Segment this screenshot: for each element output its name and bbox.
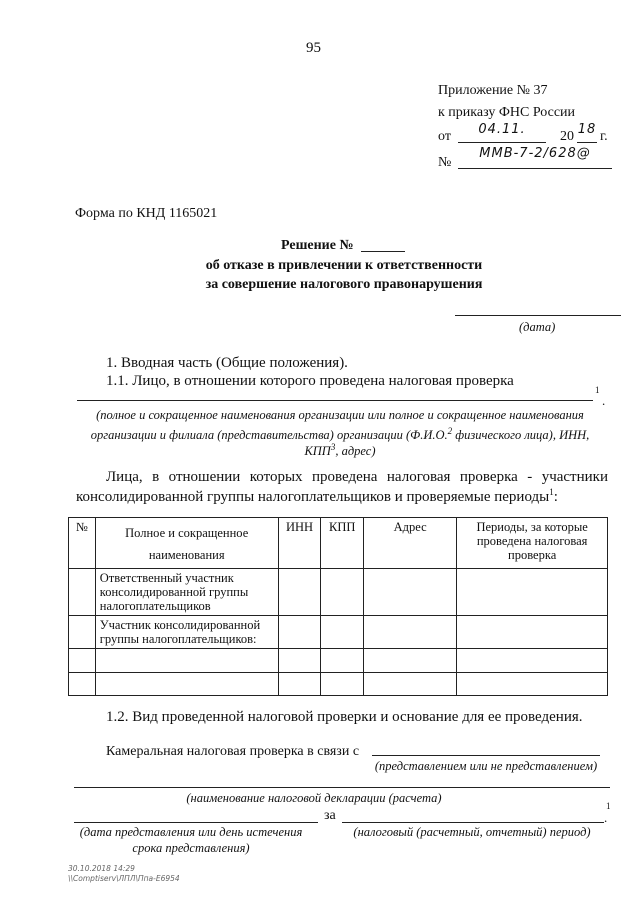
- entity-line: [77, 394, 593, 401]
- appendix-year-suffix: г.: [600, 129, 608, 144]
- table-cell: [69, 569, 96, 616]
- table-row: [69, 673, 608, 696]
- entity-caption-1: (полное и сокращенное наименования организации или полное и сокращенное наименования: [96, 408, 584, 422]
- appendix-line2: к приказу ФНС России: [438, 105, 576, 120]
- submission-date-line: [74, 809, 318, 823]
- desk-check-label: Камеральная налоговая проверка в связи с: [106, 744, 360, 759]
- section1-sub: 1.1. Лицо, в отношении которого проведена налоговая проверка: [106, 373, 514, 389]
- table-row: [69, 649, 608, 673]
- table-cell: Участник консолидированной группы налогоплательщиков:: [95, 616, 278, 649]
- table-cell: [457, 649, 608, 673]
- appendix-date-handwritten: 04.11.: [458, 122, 546, 143]
- table-cell: [321, 569, 364, 616]
- participants-para-2: консолидированной группы налогоплательщиков и проверяемые периоды$^1$:: [76, 487, 558, 505]
- za-label: за: [324, 808, 336, 823]
- table-cell: [364, 673, 457, 696]
- appendix-num-label: №: [438, 155, 452, 170]
- table-row: [69, 569, 608, 616]
- table-header-cell: КПП: [321, 518, 364, 569]
- table-cell: [69, 649, 96, 673]
- declaration-caption: (наименование налоговой декларации (расчета): [186, 791, 442, 805]
- table-cell: [278, 569, 321, 616]
- decision-subtitle-1: об отказе в привлечении к ответственности: [205, 258, 483, 273]
- period-line-end: .: [604, 810, 608, 825]
- table-cell: [95, 649, 278, 673]
- table-row: [69, 616, 608, 649]
- table-header-cell: Полное и сокращенное наименования: [95, 518, 278, 569]
- decision-title: Решение №: [281, 238, 354, 253]
- table-cell: [321, 673, 364, 696]
- declaration-line: [74, 786, 610, 788]
- date-submission-caption-2: срока представления): [132, 841, 250, 855]
- table-cell: [95, 673, 278, 696]
- table-cell: [278, 616, 321, 649]
- footnote-mark: 1: [595, 385, 600, 395]
- entity-caption-3: КПП$^3$, адрес): [304, 442, 376, 459]
- decision-number-blank: [361, 235, 405, 252]
- table-cell: [321, 649, 364, 673]
- appendix-line1: Приложение № 37: [438, 83, 548, 98]
- table-header-cell: ИНН: [278, 518, 321, 569]
- footer-stamp-2: \\Comptiserv\ЛПЛ\Ппа-Е6954: [68, 874, 180, 883]
- entity-caption-2: организации и филиала (представительства) организации (Ф.И.О.$^2$ физического лица), ИНН,: [90, 426, 590, 443]
- period-line: [342, 809, 604, 823]
- appendix-date-label: от: [438, 129, 451, 144]
- period-caption: (налоговый (расчетный, отчетный) период): [353, 825, 591, 839]
- table-cell: [457, 569, 608, 616]
- appendix-year-prefix: 20: [560, 129, 574, 144]
- footer-stamp-1: 30.10.2018 14:29: [68, 864, 135, 873]
- form-code: Форма по КНД 1165021: [75, 206, 218, 221]
- appendix-year-handwritten: 18: [577, 122, 597, 143]
- table-cell: [278, 673, 321, 696]
- footnote-mark-2: 1: [606, 801, 611, 811]
- date-caption: (дата): [519, 320, 556, 334]
- table-cell: Ответственный участник консолидированной группы налогоплательщиков: [95, 569, 278, 616]
- desk-check-line: [372, 741, 600, 756]
- presentation-caption: (представлением или не представлением): [374, 759, 598, 773]
- table-header-cell: Адрес: [364, 518, 457, 569]
- participants-table: [68, 517, 608, 696]
- table-cell: [364, 616, 457, 649]
- table-cell: [321, 616, 364, 649]
- participants-para-1: Лица, в отношении которых проведена налоговая проверка - участники: [106, 469, 608, 485]
- page-number: 95: [306, 40, 321, 56]
- table-cell: [364, 569, 457, 616]
- table-cell: [457, 673, 608, 696]
- table-header-cell: №: [69, 518, 96, 569]
- table-cell: [69, 616, 96, 649]
- table-cell: [457, 616, 608, 649]
- appendix-num-handwritten: ММВ-7-2/628@: [458, 146, 612, 169]
- table-cell: [278, 649, 321, 673]
- table-cell: [69, 673, 96, 696]
- section12-heading: 1.2. Вид проведенной налоговой проверки и основание для ее проведения.: [106, 709, 583, 725]
- table-header-cell: Периоды, за которые проведена налоговая проверка: [457, 518, 608, 569]
- date-submission-caption-1: (дата представления или день истечения: [79, 825, 303, 839]
- entity-line-end: .: [602, 393, 606, 408]
- table-cell: [364, 649, 457, 673]
- section1-heading: 1. Вводная часть (Общие положения).: [106, 355, 348, 371]
- decision-subtitle-2: за совершение налогового правонарушения: [205, 277, 483, 292]
- date-line: [455, 314, 621, 316]
- table-header-row: [69, 518, 608, 569]
